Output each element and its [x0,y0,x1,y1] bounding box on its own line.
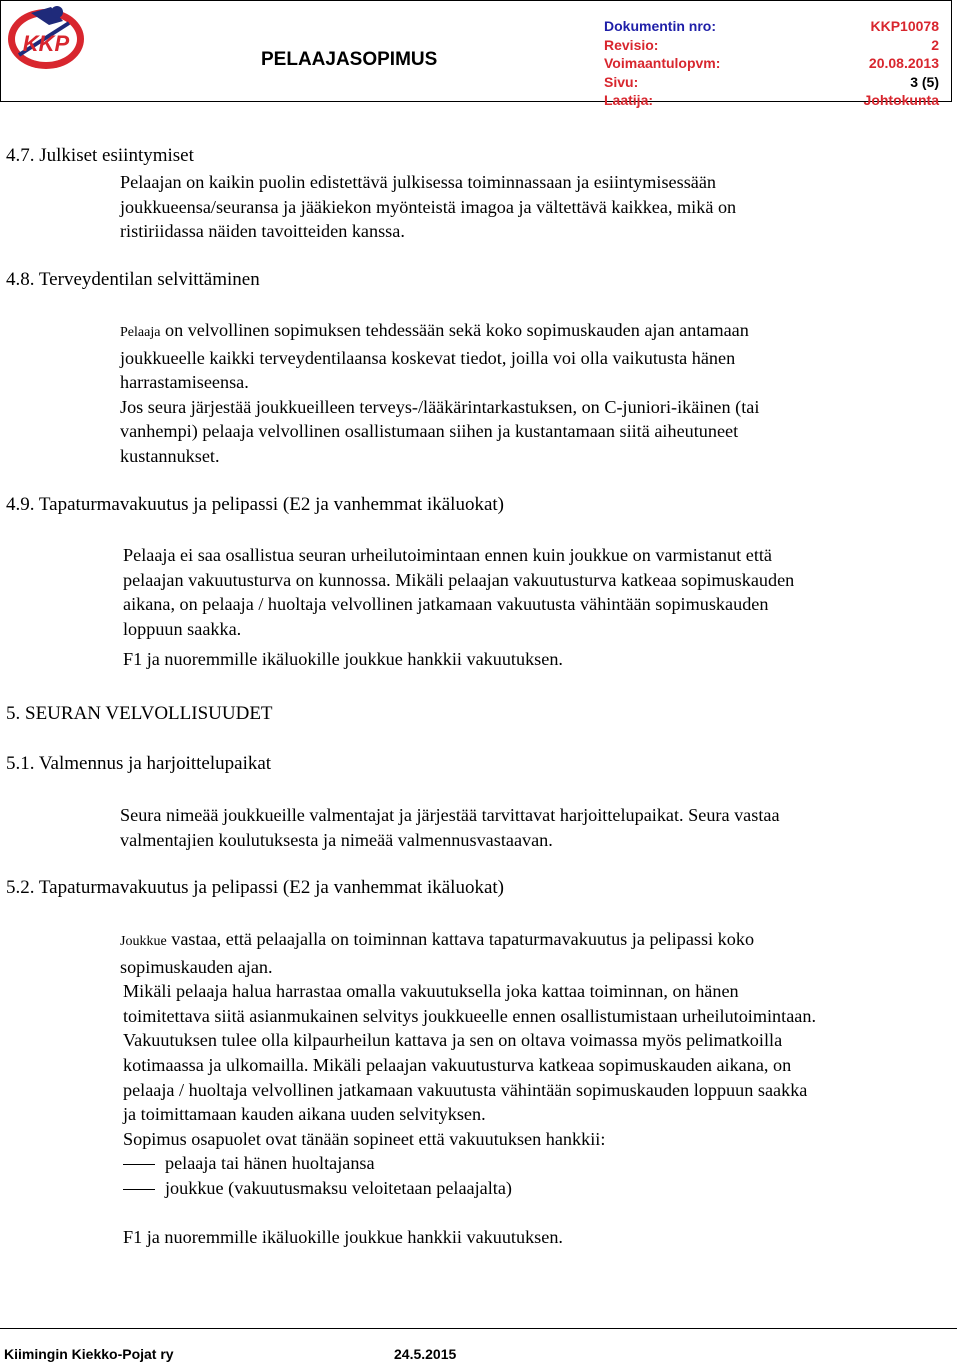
text-span: vastaa, että pelaajalla on toiminnan kattava tapaturmavakuutus ja pelipassi koko [166,929,755,949]
heading-5-1: 5.1. Valmennus ja harjoittelupaikat [6,753,272,774]
text-line: F1 ja nuoremmille ikäluokille joukkue hankkii vakuutuksen. [123,649,563,670]
meta-labels [604,17,720,110]
label-revision: Revisio: [604,36,659,53]
checkbox-blank[interactable] [123,1164,155,1165]
text-line: harrastamiseensa. [120,372,249,393]
meta-values [864,17,939,110]
text-line: sopimuskauden ajan. [120,956,273,977]
option-player [120,1151,950,1176]
value-doc-number: KKP10078 [870,18,939,34]
text-span: on velvollinen sopimuksen tehdessään sekä koko sopimuskauden ajan antamaan [160,320,749,340]
text-line: kotimaassa ja ulkomailla. Mikäli pelaajan vakuutusturva katkeaa sopimuskauden aikana, on [123,1054,792,1075]
first-word: Pelaaja [120,325,161,340]
label-doc-number: Dokumentin nro: [604,18,716,34]
paragraph-5-1 [120,803,950,852]
paragraph-5-2 [120,927,950,1249]
text-line: Jos seura järjestää joukkueilleen terveys-/lääkärintarkastuksen, on C-juniori-ikäinen (tai [120,396,760,417]
paragraph-4-7 [120,170,950,244]
text-line: valmentajien koulutuksesta ja nimeää valmennusvastaavan. [120,829,553,850]
value-revision: 2 [931,36,939,53]
label-page: Sivu: [604,73,639,90]
option-label: pelaaja tai hänen huoltajansa [165,1153,375,1174]
text-line: joukkueelle kaikki terveydentilaansa koskevat tiedot, joilla voi olla vaikutusta hänen [120,347,736,368]
text-line: vanhempi) pelaaja velvollinen osallistumaan siihen ja kustantamaan siitä aiheutuneet [120,421,739,442]
heading-4-7: 4.7. Julkiset esiintymiset [6,145,194,166]
value-effective-date: 20.08.2013 [868,55,939,71]
option-label: joukkue (vakuutusmaksu veloitetaan pelaajalta) [165,1177,512,1198]
text-line: Pelaaja ei saa osallistua seuran urheilutoimintaan ennen kuin joukkue on varmistanut että [123,545,773,565]
text-line: pelaaja / huoltaja velvollinen jatkamaan vakuutusta vähintään sopimuskauden loppuun saakka [123,1079,808,1100]
text-line: F1 ja nuoremmille ikäluokille joukkue hankkii vakuutuksen. [123,1226,563,1247]
label-effective-date: Voimaantulopvm: [604,55,721,71]
text-line: pelaajan vakuutusturva on kunnossa. Mikäli pelaajan vakuutusturva katkeaa sopimuskauden [123,569,795,590]
text-line [120,318,950,346]
text-line: ja toimittamaan kauden aikana uuden selvityksen. [123,1104,486,1125]
text-line: kustannukset. [120,445,220,466]
heading-5-2: 5.2. Tapaturmavakuutus ja pelipassi (E2 ja vanhemmat ikäluokat) [6,877,504,898]
text-line: Sopimus osapuolet ovat tänään sopineet että vakuutuksen hankkii: [123,1128,606,1149]
footer-date: 24.5.2015 [394,1346,457,1362]
heading-5: 5. SEURAN VELVOLLISUUDET [6,703,273,724]
option-team [120,1176,950,1201]
checkbox-blank[interactable] [123,1189,155,1190]
text-line [120,927,950,955]
paragraph-4-8 [120,318,950,469]
heading-4-8: 4.8. Terveydentilan selvittäminen [6,269,260,290]
text-line: Pelaajan on kaikin puolin edistettävä julkisessa toiminnassaan ja esiintymisessään [120,172,717,192]
text-line: Vakuutuksen tulee olla kilpaurheilun kattava ja sen on oltava voimassa myös pelimatkoilla [123,1030,783,1051]
value-page: 3 (5) [910,73,939,90]
text-line: ristiriidassa näiden tavoitteiden kanssa. [120,221,405,242]
first-word: Joukkue [120,934,167,949]
footer-org: Kiimingin Kiekko-Pojat ry [4,1346,174,1362]
text-line: aikana, on pelaaja / huoltaja velvollinen jatkamaan vakuutusta vähintään sopimuskauden [123,594,769,615]
footer-divider [0,1328,957,1329]
document-header [0,0,952,108]
value-author: Johtokunta [863,92,939,108]
text-line: Mikäli pelaaja halua harrastaa omalla vakuutuksella joka kattaa toiminnan, on hänen [123,981,739,1002]
text-line: loppuun saakka. [123,618,242,639]
heading-4-9: 4.9. Tapaturmavakuutus ja pelipassi (E2 ja vanhemmat ikäluokat) [6,494,504,515]
label-author: Laatija: [604,92,654,108]
text-line: toimitettava siitä asianmukainen selvitys joukkueelle ennen osallistumistaan urheilutoimintaan. [123,1005,816,1026]
document-title: PELAAJASOPIMUS [261,49,438,70]
text-line: Seura nimeää joukkueille valmentajat ja järjestää tarvittavat harjoittelupaikat. Seura vastaa [120,805,780,825]
logo-text: KKP [22,31,70,56]
kkp-logo [5,3,87,71]
text-line: joukkueensa/seuransa ja jääkiekon myönteistä imagoa ja vältettävä kaikkea, mikä on [120,196,737,217]
paragraph-4-9 [123,543,953,672]
